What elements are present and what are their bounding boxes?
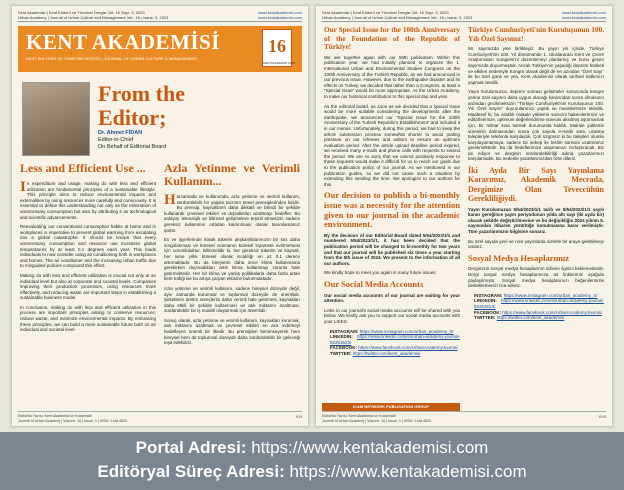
journal-brand: KENT AKADEMİSİ <box>26 30 220 54</box>
english-subheading: Our decision to publish a bi-monthly issue was a necessity for the attention given to our journal in the academic environment. <box>324 190 460 230</box>
header-website[interactable]: www.kentakademisi.com www.kentakademisi.com <box>258 10 302 20</box>
turkish-paragraph-1: Harcamada ve kullanımda, azla yetinme ve verimli kullanım, sürdürülebilir bir yaşam tarzının temel prensiplerinden biridir. Bu prensip, kaynakların daha dikkatli ve bilinçli bir şekilde kullanarak çevresel etkileri ve dışsallıkları azaltmayı hedefler. Bu anlayışı teknolojik ve bilimsel gelişmelere teşmil etmekizin sadece gereksiz kullanımın ortadan kaldırılması olarak tanımlamamız şarttır. <box>164 192 300 233</box>
english-paragraph-1: We are together again with our 56th publication. Within this publication year, we had initially planned to organize the 1. International Urban and Environmental Studies Congress on the 100th Anniversary of the Turkish Republic, as we had announced in our previous issue. However, due to the earthquake disaster and its effects on Turkey, we decided that rather than a Congress, at least a "Special Issue" would be more appropriate. As the Urban Academy, to make our historical contribution to this special day and year. <box>324 54 460 99</box>
turkish-paragraph-3: Azla yetinme ve verimli kullanım, sadece bireysel düzeyde değil, aynı zamanda kurumsal ve toplumsal düzeyde de önemlidir. Şirketlerin üretim süreçlerini daha verimli hale getirmesi, kaynakları daha etkili bir şekilde kullanması ve atık miktarını azaltması, sürdürülebilir bir iş modeli oluşturmak için önemlidir. <box>164 285 300 314</box>
right-page <box>316 6 612 426</box>
linkedin-link[interactable]: https://www.linkedin.com/in/urban-academy-journal-922b3623/ <box>474 298 604 309</box>
social-links-tr <box>468 293 604 321</box>
left-page-header <box>18 10 302 20</box>
english-column <box>20 162 156 337</box>
english-paragraph-4: In conclusion, making do with less and efficient utilization in this process are important principles aiming to conserve resources, reduce waste, and minimize environmental impacts. By embracing these principles, we can build a more sustainable future both on an individual and societal level. <box>20 304 156 333</box>
turkish-paragraph-1: 56. sayımızda yine birlikteyiz. Bu yayın yılı içinde, Türkiye Cumhuriyeti'nin 100. Yıl dönümünde 1. Uluslararası Kent ve Çevre Araştırmaları Kongresi'ni düzenlemeyi planlamış ve bunu geçen sayımızda duyurmuştuk. Ancak Türkiye'nin yaşadığı deprem felaketi ve etkileri nedeniyle Kongre olarak değil de en azından "Özel Sayı" ile bu özel güne ve yıla, Kent Akademisi olarak tarihsel katkımızı yapmak istedik. <box>468 46 604 85</box>
social-item-twitter: • TWITTER: https://twitter.com/kent_akademisi <box>330 351 460 357</box>
volume-badge <box>262 29 295 67</box>
turkish-heading: Türkiye Cumhuriyeti'nin Kuruluşunun 100. Yılı Özel Sayımız! <box>468 26 604 43</box>
volume-number: 16 <box>268 36 286 56</box>
twitter-link[interactable]: https://twitter.com/kent_akademisi <box>352 350 421 356</box>
turkish-social-heading: Sosyal Medya Hesaplarımız <box>468 252 570 263</box>
page-number: XVII <box>598 414 606 420</box>
english-paragraph-3: Making do with less and efficient utilization is crucial not only at an individual level but also at corporate and societal levels. Companies improving their production processes, using resources more effectively, and reducing waste are important steps in establishing a sustainable business model. <box>20 272 156 301</box>
english-heading: Our Special Issue for the 100th Anniversary of the Foundation of the Republic of Türkiye! <box>324 26 460 52</box>
social-item-facebook: • FACEBOOK: https://www.facebook.com/UrbanAcademyJournal <box>330 345 460 351</box>
portal-address <box>0 438 624 458</box>
turkish-paragraph-2: Ev ve işyerlerinde klasik tüketim alışkanlıklarımızın bir kez daha sorgulanması ve küresel ısınmanın küresel kıyamete evrilmemesi için sorumluluktur. Bilinmelidir ki, her gereksiz tüketim ve kaynak, her sene yıllık küresel olarak sıcaklığı en az 0.1 derece artırmaktadır. Bu da bireylerin daha önce klima kullanmama gerekirken duymadıkları artık klima kullanmayı zorunlu hale getirmektedir. Her bir klima ve yanlış politikalarla daha fazla artan kent trafiği ise bu artışa çarpan etkisine bulunmaktadır. <box>164 237 300 282</box>
editor-note: On Behalf of Editorial Board <box>98 144 167 150</box>
english-paragraph-1: In expenditure and usage, making do with less and efficient utilization are fundamental principles of a sustainable lifestyle. This principle aims to reduce environmental impacts and externalities by using resources more carefully and consciously. It is essential to define this understanding not only as the elimination of unnecessary consumption but also by attributing it as technological and scientific advancements. <box>20 179 156 220</box>
badge-caption: KENTAKADEMISI.COM <box>263 61 295 65</box>
right-page-footer <box>322 411 606 423</box>
turkish-social-intro: Dergimizin sosyal medya hesaplarının sizlerin ilgisini beklemektedir. Dergi sosyal medya hesaplarımıza ait linklerimiz aşağıda paylaşılmıştır. Sosyal medya hesaplarımızı beğenilerinizle desteklemenizi rica ederiz. <box>468 266 604 289</box>
english-paragraph-4: We kindly hope to meet you again in many future issues. <box>324 270 437 276</box>
header-journal-en: Urban Academy | Journal of Urban Culture and Management Vol.: 16 | Issue: 3, 2023 <box>322 15 473 20</box>
editor-name: Dr. Ahmet FİDAN <box>98 130 143 136</box>
header-divider <box>18 21 302 22</box>
social-intro-1: Our social media accounts of our journal are waiting for your attention. <box>324 292 460 304</box>
social-item-instagram: • INSTAGRAM: https://www.instagram.com/urban_academy_tr/ <box>474 293 604 299</box>
turkish-paragraph-4: Sonuç olarak, azla yetinme ve verimli kullanım, kaynakları korumak, atık miktarını azaltmak ve çevresel etkileri en aza indirmeyi hedefleyen önemli bir ilkedir. Bu prensipleri benimseyerek hem bireysel hem de toplumsal düzeyde daha sürdürülebilir bir geleceği inşa edebiliriz. <box>164 317 300 346</box>
left-page <box>12 6 308 426</box>
footer-line-1: Editörlük Yazısı: Kent Akademisi ve Kooperatif <box>18 414 92 419</box>
facebook-link[interactable]: https://www.facebook.com/UrbanAcademyJournal <box>358 345 458 351</box>
english-paragraph-3: By the decision of our Editorial Board dated 5/54/2023/1/1 and numbered 5/54/2023/1/1, it has been decided that the publication period will be changed to bi-monthly for two years and that our journal will be published six times a year starting from the 5th issue of 2024. We present to the information of all our authors. <box>324 232 460 266</box>
right-page-header <box>322 10 606 20</box>
turkish-column <box>164 162 300 350</box>
social-heading: Our Social Media Accounts <box>324 278 424 289</box>
portal-label: Portal Adresi: <box>135 438 247 457</box>
editor-photo <box>22 82 90 156</box>
footer-line-1: Editörlük Yazısı: Kent Akademisi ve Kooperatif <box>322 414 396 419</box>
instagram-link[interactable]: https://www.instagram.com/urban_academy_tr/ <box>503 292 598 298</box>
social-item-linkedin: • LINKEDIN: https://www.linkedin.com/in/urban-academy-journal-922b3623/ <box>330 334 460 345</box>
english-paragraph-2: As the editorial board, as soon as we decided that a special issue would be more suitable considering the developments after the earthquake, we announced our "Special Issue for the 100th Anniversary of the Turkish Republic's Establishment" and included it in our menus. Unfortunately, during this period, we had to keep the article submission process somewhat shorter to avoid putting pressure on our referees and editors to ensure an optimum evaluation period. After the article upload deadline period expired, we received many e-mails and phone calls with requests to extend the period. We are so sorry that we cannot positively response to these requests would make it difficult for us to reach our goals due to the publication policy of our journal. As we mentioned in our publication guides, so we did not cause such a situation by extending this sending the time. We apologize to our authors for this. <box>324 103 460 187</box>
dropcap: H <box>164 192 176 208</box>
twitter-link[interactable]: https://twitter.com/kent_akademisi <box>496 315 565 321</box>
social-intro-2: Links to our journal's social media accounts will be shared with you below. We kindly ask you to support our social media accounts with your LIKES. <box>324 307 460 324</box>
left-page-footer <box>18 411 302 423</box>
english-column <box>324 26 460 396</box>
footer-line-2: Journal of Urban Academy | Volume: 16 | Issue: 3 | ISSN: 2146-9520 <box>322 418 432 423</box>
editorial-address <box>0 462 624 482</box>
publisher-bar: ICAM NETWORK PUBLICATION GROUP <box>322 403 460 411</box>
english-heading: Less and Efficient Use ... <box>20 161 146 175</box>
header-divider <box>322 21 606 22</box>
linkedin-link[interactable]: https://www.linkedin.com/in/urban-academy-journal-922b3623/ <box>330 334 460 345</box>
turkish-paragraph-4: Bu özel sayıda yeni ve nice yayınlarda sizlerle bir araya gelebilmeyi umarız. <box>468 238 604 250</box>
instagram-link[interactable]: https://www.instagram.com/urban_academy_tr/ <box>359 328 454 334</box>
editor-signature <box>98 130 166 151</box>
header-website[interactable]: www.kentakademisi.com www.kentakademisi.com <box>562 10 606 20</box>
turkish-heading: Azla Yetinme ve Verimli Kullanım... <box>164 161 300 188</box>
turkish-subheading: İki Ayda Bir Sayı Yayınlama Kararımız, Akademik Mecrada, Dergimize Olan Teveccühün Gerekliliğiydi. <box>468 166 604 204</box>
address-banner <box>0 432 624 490</box>
editorial-url[interactable]: https://www.kentakademisi.com <box>289 462 527 481</box>
social-links-en <box>324 329 460 357</box>
from-editor-title: From the Editor; <box>98 81 185 130</box>
journal-subtitle: KENT KÜLTÜRÜ VE YÖNETİMİ DERGİSİ | JOURNAL OF URBAN CULTURE & MANAGEMENT <box>26 56 198 61</box>
social-item-linkedin: • LINKEDIN: https://www.linkedin.com/in/urban-academy-journal-922b3623/ <box>474 298 604 309</box>
english-paragraph-2: Reevaluating our conventional consumption habits at home and in workplaces is imperative to prevent global warming from escalating into a global catastrophe. It should be known that every unnecessary consumption and resource use increases global temperatures by at least 0.1 degrees each year. This leads individuals to now consider using air conditioning both in workplaces and homes. The air conditioner and the increasing urban traffic due to misguided policies compound this effect. <box>20 224 156 269</box>
social-item-facebook: • FACEBOOK: https://www.facebook.com/UrbanAcademyJournal <box>474 310 604 316</box>
journal-masthead <box>18 26 302 72</box>
header-journal-tr: Kent Akademisi | Kent Kültürü ve Yönetimi Dergisi Cilt: 16 Sayı: 3, 2023 <box>322 10 449 15</box>
turkish-paragraph-3: Yayın Kurulumuzun 5/54/2023/1/1 tarih ve 5/54/2023/1/1 sayılı kararı gereğince yayın periyodunun yılda altı sayı (iki ayda bir) olacak şekilde değiştirilmesine ve bu değişikliğin 2024 yılının 5. sayısından itibaren yürürlüğe konulmasına karar verilmiştir. Tüm yazarlarımızın bilgisine sunarız. <box>468 206 604 235</box>
footer-line-2: Journal of Urban Academy | Volume: 16 | Issue: 3 | ISSN: 2146-9520 <box>18 418 128 423</box>
dropcap: I <box>20 179 26 195</box>
facebook-link[interactable]: https://www.facebook.com/UrbanAcademyJournal <box>502 309 602 315</box>
editor-role: Editor-in-Chief <box>98 137 134 143</box>
social-item-twitter: • TWITTER: https://twitter.com/kent_akademisi <box>474 315 604 321</box>
turkish-paragraph-2: Yayın kurulumuzca, deprem sonrası gelişmeler sonucunda kongre yerine özel sayının daha uygun olacağı kararından sonra olmasının ardından gecikmeksizin "Türkiye Cumhuriyeti'nin Kuruluşunun 100. Yılı Özel Sayısı" duyurularımızı yaptık ve menülerimize ekledik. Maalesef ki, bu araklık makale yükleme sürecini hakemlerimize ve editörlerimize, optimum değerlendirme sürecini aksılmış aştırmamak için, bir miktar kısa tutmak durumunda kaldık. Makale yükleme süresinin dolmasından sonra çok sayıda e-maile süre, uzatma talepleriyle telefonla karşılaştık. Çok üzgünüz ki bu talepleri olumlu karşılayamamaya, sadece bir sebep ile teslim süresini uzatmamız gerekmektedir. Bu da hedeflerimize ulaşmamızı zorlaştıracak. Biz de ediyor ve derginin sürdürülebilirliği adına yazarlarımızı karşılamadık. Bu nedenle yazarlarımızdan özür dileriz. <box>468 89 604 162</box>
page-number: XVI <box>295 414 302 420</box>
social-item-instagram: • INSTAGRAM: https://www.instagram.com/urban_academy_tr/ <box>330 329 460 335</box>
header-journal-en: Urban Academy | Journal of Urban Culture and Management Vol.: 16 | Issue: 3, 2023 <box>18 15 169 20</box>
portal-url[interactable]: https://www.kentakademisi.com <box>251 438 489 457</box>
header-journal-tr: Kent Akademisi | Kent Kültürü ve Yönetimi Dergisi Cilt: 16 Sayı: 3, 2023 <box>18 10 145 15</box>
turkish-column <box>468 26 604 406</box>
editorial-label: Editöryal Süreç Adresi: <box>97 462 285 481</box>
